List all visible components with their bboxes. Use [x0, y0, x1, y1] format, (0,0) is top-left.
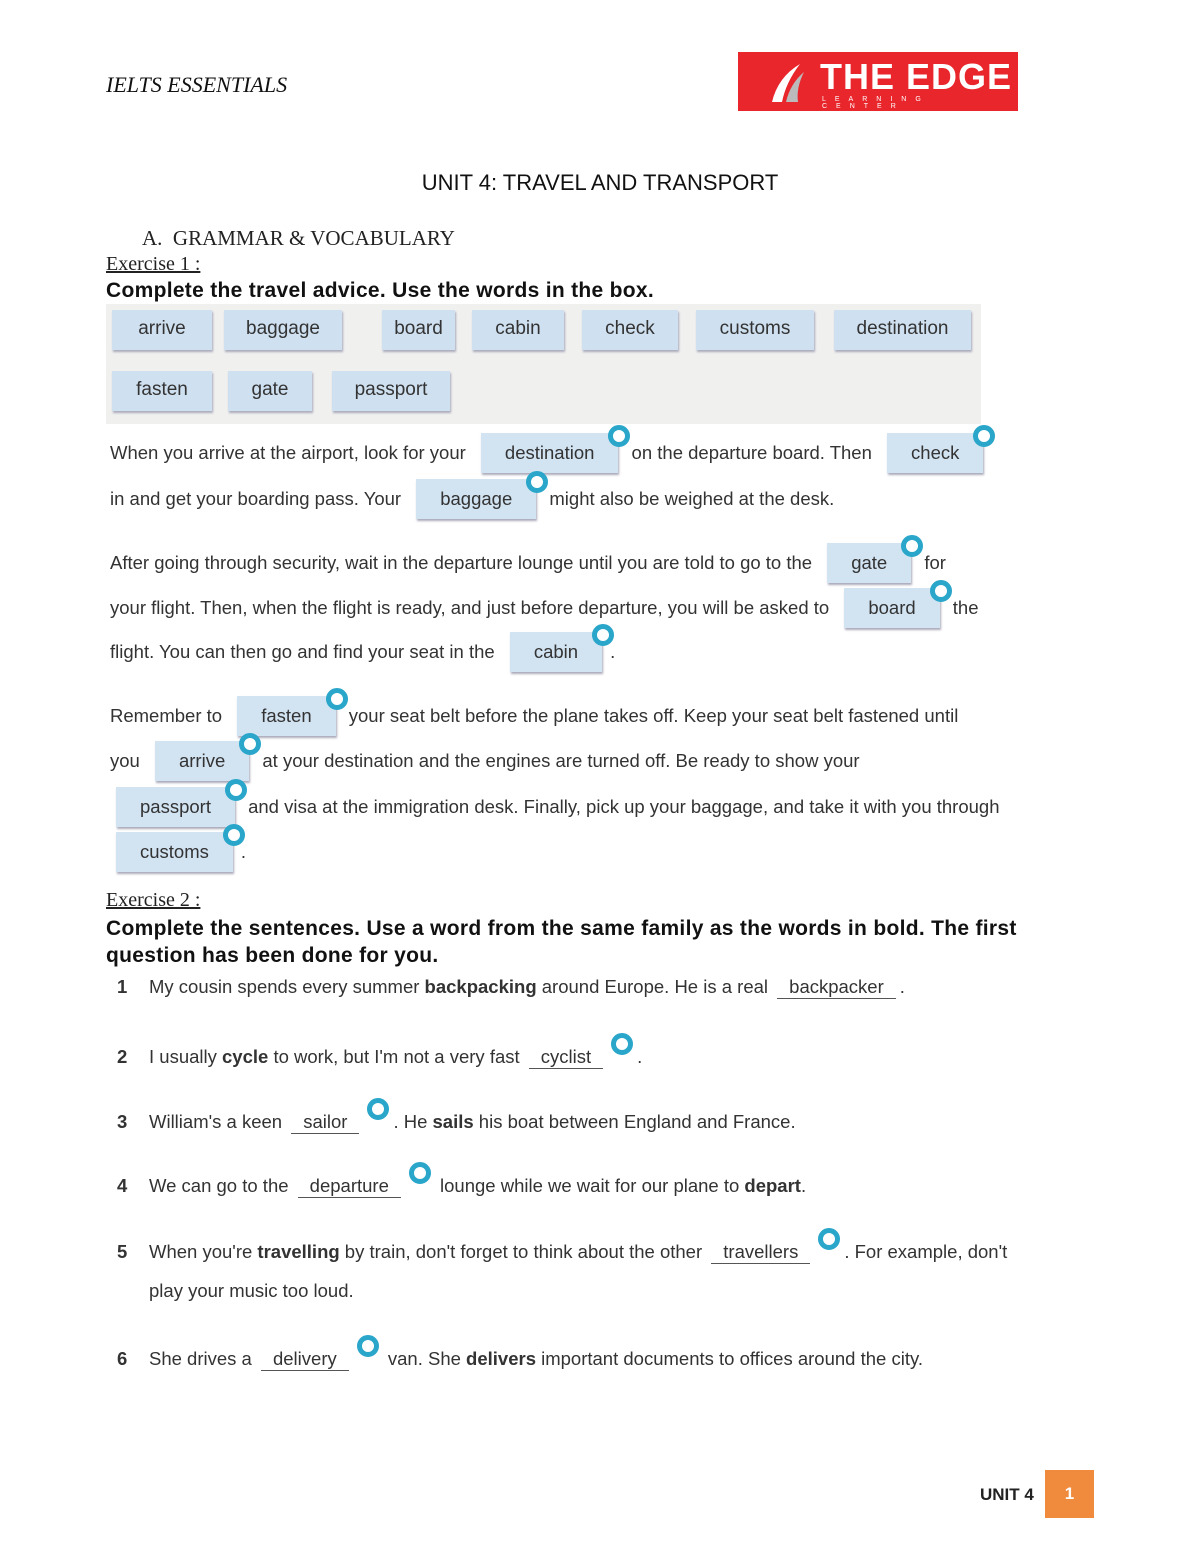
answer-blank[interactable]: travellers: [711, 1241, 810, 1264]
answer-text: cabin: [533, 641, 579, 662]
bold-word: travelling: [257, 1241, 340, 1262]
drag-handle-icon[interactable]: [409, 1162, 431, 1184]
drag-handle-icon[interactable]: [367, 1098, 389, 1120]
logo-subtext: LEARNING CENTER: [822, 96, 930, 110]
paragraph-line: [110, 541, 946, 585]
answer-text: gate: [851, 552, 888, 573]
text: When you arrive at the airport, look for your: [110, 442, 471, 463]
footer-label: UNIT 4: [980, 1485, 1034, 1504]
answer-text: board: [868, 597, 916, 618]
paragraph-line: [110, 477, 834, 521]
question-item: [117, 1170, 806, 1198]
word-chip[interactable]: arrive: [112, 310, 212, 350]
word-chip[interactable]: destination: [834, 310, 971, 350]
text: . He: [393, 1111, 433, 1132]
text: for: [919, 552, 946, 573]
drag-handle-icon[interactable]: [973, 425, 995, 447]
example-answer: backpacker: [777, 976, 896, 999]
text: .: [800, 1175, 807, 1196]
exercise2-heading: Exercise 2 :: [106, 889, 201, 911]
question-item: [117, 1041, 642, 1069]
word-chip[interactable]: board: [382, 310, 455, 350]
bold-word: backpacking: [424, 976, 537, 997]
text: on the departure board. Then: [626, 442, 878, 463]
text: in and get your boarding pass. Your: [110, 488, 407, 509]
section-heading: A. GRAMMAR & VOCABULARY: [142, 226, 455, 250]
text: When you're: [149, 1241, 258, 1262]
answer-chip[interactable]: [416, 479, 536, 519]
question-number: 1: [117, 976, 128, 997]
word-chip[interactable]: cabin: [472, 310, 564, 350]
answer-text: customs: [140, 841, 209, 862]
paragraph-line: [110, 431, 991, 475]
text: My cousin spends every summer: [149, 976, 425, 997]
page-number: 1: [1045, 1470, 1094, 1518]
drag-handle-icon[interactable]: [357, 1335, 379, 1357]
text: around Europe. He is a real: [536, 976, 774, 997]
text: I usually: [149, 1046, 223, 1067]
bold-word: depart: [744, 1175, 801, 1196]
exercise1-heading: Exercise 1 :: [106, 253, 201, 275]
logo-swoosh-icon: [768, 62, 818, 104]
logo: [738, 52, 1018, 111]
answer-chip[interactable]: [237, 696, 335, 736]
answer-text: arrive: [178, 750, 226, 771]
logo-text: THE EDGE: [820, 56, 1013, 97]
bold-word: cycle: [222, 1046, 269, 1067]
answer-chip[interactable]: [887, 433, 983, 473]
header-title: IELTS ESSENTIALS: [106, 72, 288, 97]
drag-handle-icon[interactable]: [223, 824, 245, 846]
answer-chip[interactable]: [827, 543, 911, 583]
question-number: 2: [117, 1046, 128, 1067]
answer-chip[interactable]: [155, 741, 249, 781]
text: lounge while we wait for our plane to: [434, 1175, 745, 1196]
drag-handle-icon[interactable]: [818, 1228, 840, 1250]
text: .: [240, 841, 247, 862]
paragraph-line: [110, 630, 615, 674]
paragraph-line: [110, 739, 860, 783]
text: important documents to offices around the city.: [535, 1348, 923, 1369]
question-item: [117, 1106, 796, 1134]
unit-title: UNIT 4: TRAVEL AND TRANSPORT: [421, 170, 779, 195]
text: and visa at the immigration desk. Finally, pick up your baggage, and take it with you through: [242, 796, 1000, 817]
text: . For example, don't: [844, 1241, 1008, 1262]
text: flight. You can then go and find your seat in the: [110, 641, 500, 662]
text: you: [110, 750, 145, 771]
bold-word: sails: [432, 1111, 474, 1132]
text: William's a keen: [149, 1111, 288, 1132]
answer-chip[interactable]: [116, 832, 233, 872]
text: .: [899, 976, 905, 997]
exercise2-instruction: Complete the sentences. Use a word from the same family as the words in bold. The first question has been done for you.: [106, 917, 1017, 967]
answer-blank[interactable]: sailor: [291, 1111, 359, 1134]
word-chip[interactable]: customs: [696, 310, 814, 350]
bold-word: delivers: [466, 1348, 536, 1369]
answer-text: passport: [140, 796, 211, 817]
text: your seat belt before the plane takes off. Keep your seat belt fastened until: [343, 705, 959, 726]
answer-chip[interactable]: [481, 433, 618, 473]
question-number: 4: [117, 1175, 128, 1196]
text: .: [637, 1046, 643, 1067]
text: by train, don't forget to think about the other: [339, 1241, 708, 1262]
question-item: [117, 1236, 1007, 1264]
paragraph-line: [106, 785, 1000, 829]
paragraph-line: [106, 830, 246, 874]
answer-blank[interactable]: delivery: [261, 1348, 349, 1371]
text: .: [610, 641, 616, 662]
drag-handle-icon[interactable]: [592, 624, 614, 646]
text: your flight. Then, when the flight is ready, and just before departure, you will be asked to: [110, 597, 835, 618]
text: to work, but I'm not a very fast: [268, 1046, 525, 1067]
text: We can go to the: [149, 1175, 294, 1196]
answer-text: baggage: [440, 488, 513, 509]
answer-blank[interactable]: departure: [298, 1175, 401, 1198]
drag-handle-icon[interactable]: [611, 1033, 633, 1055]
answer-chip[interactable]: [844, 588, 939, 628]
paragraph-line: [110, 694, 958, 738]
exercise1-instruction: Complete the travel advice. Use the words in the box.: [106, 279, 655, 302]
word-chip[interactable]: passport: [332, 371, 450, 411]
question-item: [117, 1280, 354, 1302]
text: the: [947, 597, 979, 618]
text: at your destination and the engines are turned off. Be ready to show your: [257, 750, 860, 771]
word-chip[interactable]: check: [582, 310, 678, 350]
word-chip[interactable]: gate: [228, 371, 312, 411]
answer-chip[interactable]: [116, 787, 235, 827]
drag-handle-icon[interactable]: [326, 688, 348, 710]
text: She drives a: [149, 1348, 257, 1369]
answer-text: check: [911, 442, 960, 463]
question-number: 5: [117, 1241, 128, 1262]
answer-chip[interactable]: [510, 632, 602, 672]
question-number: 6: [117, 1348, 128, 1369]
text: After going through security, wait in the departure lounge until you are told to go to the: [110, 552, 818, 573]
answer-text: destination: [504, 442, 595, 463]
word-box: [106, 304, 981, 424]
question-number: 3: [117, 1111, 128, 1132]
paragraph-line: [110, 586, 979, 630]
question-item: [117, 1343, 923, 1371]
answer-blank[interactable]: cyclist: [529, 1046, 603, 1069]
drag-handle-icon[interactable]: [225, 779, 247, 801]
word-chip[interactable]: fasten: [112, 371, 212, 411]
drag-handle-icon[interactable]: [930, 580, 952, 602]
text: van. She: [382, 1348, 467, 1369]
text: Remember to: [110, 705, 228, 726]
question-item: [117, 976, 905, 999]
answer-text: fasten: [261, 705, 312, 726]
word-chip[interactable]: baggage: [224, 310, 342, 350]
text: might also be weighed at the desk.: [544, 488, 835, 509]
text: play your music too loud.: [149, 1280, 354, 1301]
text: his boat between England and France.: [473, 1111, 796, 1132]
